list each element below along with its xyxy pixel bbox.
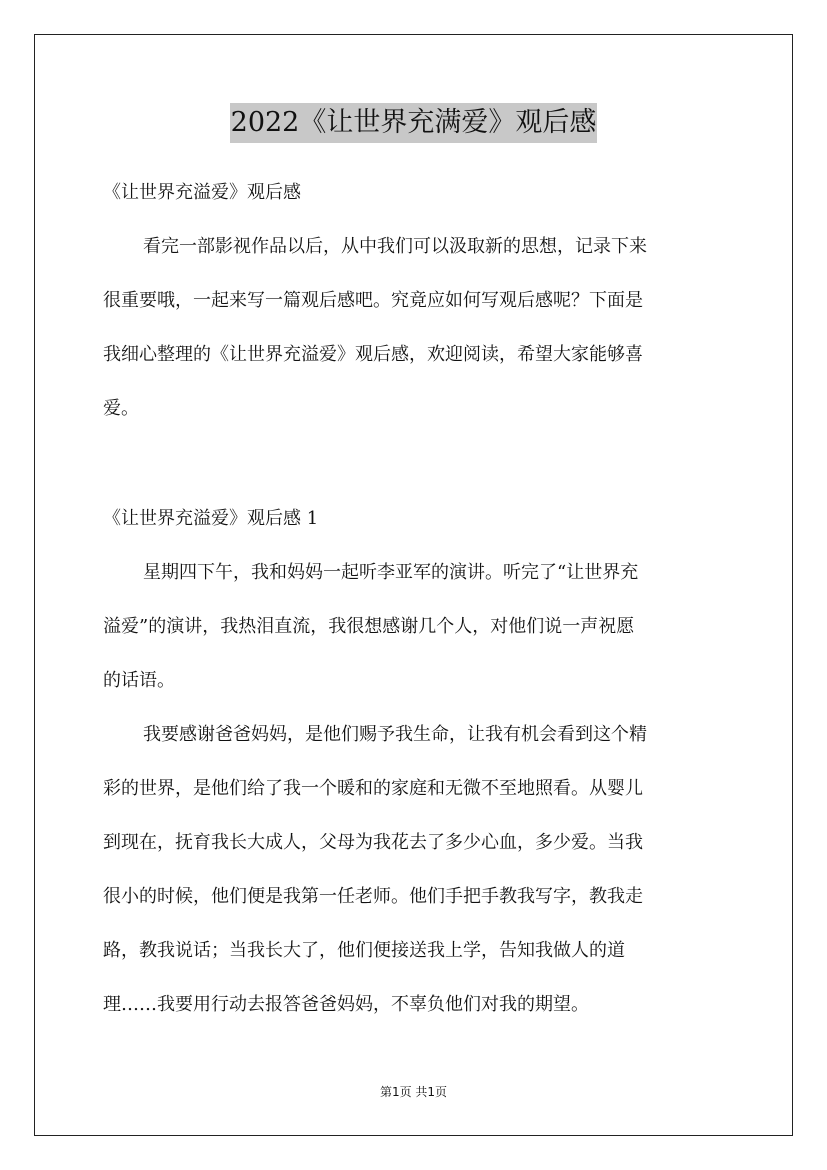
para1-line-2: 溢爱”的演讲，我热泪直流，我很想感谢几个人，对他们说一声祝愿 (103, 616, 635, 637)
intro-line-2: 很重要哦，一起来写一篇观后感吧。究竟应如何写观后感呢？下面是 (103, 290, 643, 311)
title-container (0, 103, 827, 143)
page-number-footer: 第1页 共1页 (379, 1085, 448, 1099)
section-heading: 《让世界充溢爱》观后感 1 (103, 508, 319, 529)
para2-line-1: 我要感谢爸爸妈妈，是他们赐予我生命，让我有机会看到这个精 (143, 724, 647, 745)
intro-line-4: 爱。 (103, 398, 139, 419)
para2-line-5: 路，教我说话；当我长大了，他们便接送我上学，告知我做人的道 (103, 940, 625, 961)
document-title: 2022《让世界充满爱》观后感 (230, 103, 598, 143)
document-subtitle: 《让世界充溢爱》观后感 (103, 182, 301, 203)
para2-line-6: 理……我要用行动去报答爸爸妈妈，不辜负他们对我的期望。 (103, 994, 589, 1015)
intro-line-3: 我细心整理的《让世界充溢爱》观后感，欢迎阅读，希望大家能够喜 (103, 344, 643, 365)
para1-line-3: 的话语。 (103, 670, 175, 691)
para2-line-4: 很小的时候，他们便是我第一任老师。他们手把手教我写字，教我走 (103, 886, 643, 907)
intro-line-1: 看完一部影视作品以后，从中我们可以汲取新的思想，记录下来 (143, 236, 647, 257)
para2-line-3: 到现在，抚育我长大成人，父母为我花去了多少心血，多少爱。当我 (103, 832, 643, 853)
para2-line-2: 彩的世界，是他们给了我一个暖和的家庭和无微不至地照看。从婴儿 (103, 778, 643, 799)
para1-line-1: 星期四下午，我和妈妈一起听李亚军的演讲。听完了“让世界充 (143, 562, 639, 583)
